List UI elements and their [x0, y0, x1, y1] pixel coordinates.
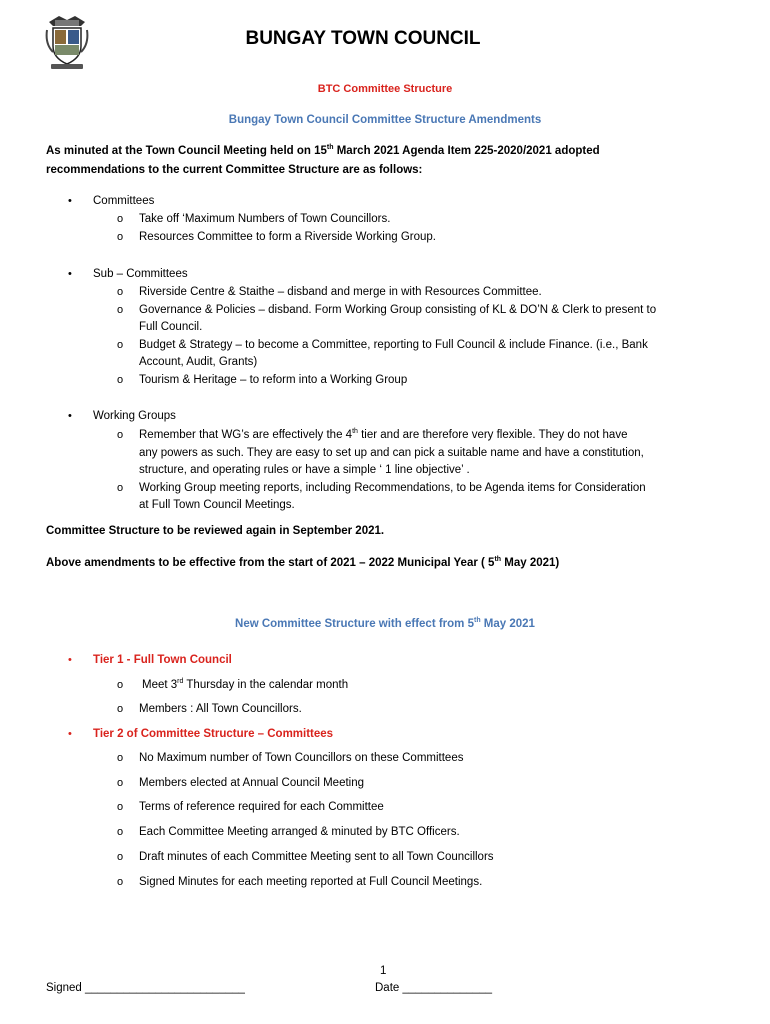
sub-bullet-glyph: o [117, 851, 124, 863]
list-item: Resources Committee to form a Riverside Working Group. [139, 231, 436, 243]
bullet-glyph: • [68, 654, 72, 666]
list-item: Governance & Policies – disband. Form Working Group consisting of KL & DO’N & Clerk to present to [139, 304, 657, 316]
sub-bullet-glyph: o [117, 752, 124, 764]
list-item-continued: at Full Town Council Meetings. [139, 499, 295, 511]
list-item-continued: structure, and operating rules or have a simple ‘ 1 line objective’ . [139, 464, 470, 476]
amendments-heading: Bungay Town Council Committee Structure Amendments [228, 114, 542, 126]
list-item: Each Committee Meeting arranged & minuted by BTC Officers. [139, 826, 460, 838]
list-item: Tourism & Heritage – to reform into a Working Group [139, 374, 408, 386]
bullet-glyph: • [68, 728, 72, 740]
sub-bullet-glyph: o [117, 339, 124, 351]
sub-bullet-glyph: o [117, 374, 124, 386]
list-item: No Maximum number of Town Councillors on these Committees [139, 752, 464, 764]
list-item: Signed Minutes for each meeting reported at Full Council Meetings. [139, 876, 483, 888]
sub-bullet-glyph: o [117, 826, 124, 838]
sub-bullet-glyph: o [117, 482, 124, 494]
new-structure-heading: New Committee Structure with effect from 5th May 2021 [235, 617, 535, 630]
sub-bullet-glyph: o [117, 429, 124, 441]
sub-bullet-glyph: o [117, 286, 124, 298]
list-item: Budget & Strategy – to become a Committee, reporting to Full Council & include Finance. (i.e., Bank [139, 339, 648, 351]
bullet-glyph: • [68, 268, 72, 280]
effective-note: Above amendments to be effective from the start of 2021 – 2022 Municipal Year ( 5th May 2021) [46, 556, 560, 569]
structure-heading: BTC Committee Structure [317, 83, 453, 95]
date-line: Date ______________ [375, 982, 493, 994]
sub-bullet-glyph: o [117, 213, 124, 225]
list-item: Riverside Centre & Staithe – disband and merge in with Resources Committee. [139, 286, 542, 298]
section-working-groups-label: Working Groups [93, 410, 176, 422]
page-number: 1 [380, 965, 387, 977]
intro-line-1: As minuted at the Town Council Meeting held on 15th March 2021 Agenda Item 225-2020/2021 adopted [46, 144, 600, 157]
bullet-glyph: • [68, 410, 72, 422]
sub-bullet-glyph: o [117, 876, 124, 888]
list-item: Working Group meeting reports, including Recommendations, to be Agenda items for Consideration [139, 482, 646, 494]
list-item-continued: Account, Audit, Grants) [139, 356, 258, 368]
section-committees-label: Committees [93, 195, 155, 207]
list-item: Remember that WG’s are effectively the 4th tier and are therefore very flexible. They do not have [139, 428, 628, 441]
list-item: Terms of reference required for each Committee [139, 801, 384, 813]
sub-bullet-glyph: o [117, 304, 124, 316]
list-item: Draft minutes of each Committee Meeting sent to all Town Councillors [139, 851, 494, 863]
sub-bullet-glyph: o [117, 777, 124, 789]
list-item: Members elected at Annual Council Meeting [139, 777, 365, 789]
list-item: Members : All Town Councillors. [139, 703, 302, 715]
review-note: Committee Structure to be reviewed again in September 2021. [46, 525, 385, 537]
list-item: Meet 3rd Thursday in the calendar month [142, 678, 349, 691]
sub-bullet-glyph: o [117, 679, 124, 691]
sub-bullet-glyph: o [117, 703, 124, 715]
intro-line-2: recommendations to the current Committee Structure are as follows: [46, 164, 423, 176]
tier-2-label: Tier 2 of Committee Structure – Committees [93, 728, 334, 740]
signed-line: Signed _________________________ [46, 982, 245, 994]
sub-bullet-glyph: o [117, 231, 124, 243]
page-title: BUNGAY TOWN COUNCIL [245, 28, 481, 49]
bullet-glyph: • [68, 195, 72, 207]
section-sub-committees-label: Sub – Committees [93, 268, 188, 280]
list-item-continued: any powers as such. They are easy to set up and can pick a suitable name and have a constitution, [139, 447, 644, 459]
list-item: Take off ‘Maximum Numbers of Town Councillors. [139, 213, 391, 225]
sub-bullet-glyph: o [117, 801, 124, 813]
list-item-continued: Full Council. [139, 321, 203, 333]
tier-1-label: Tier 1 - Full Town Council [93, 654, 232, 666]
